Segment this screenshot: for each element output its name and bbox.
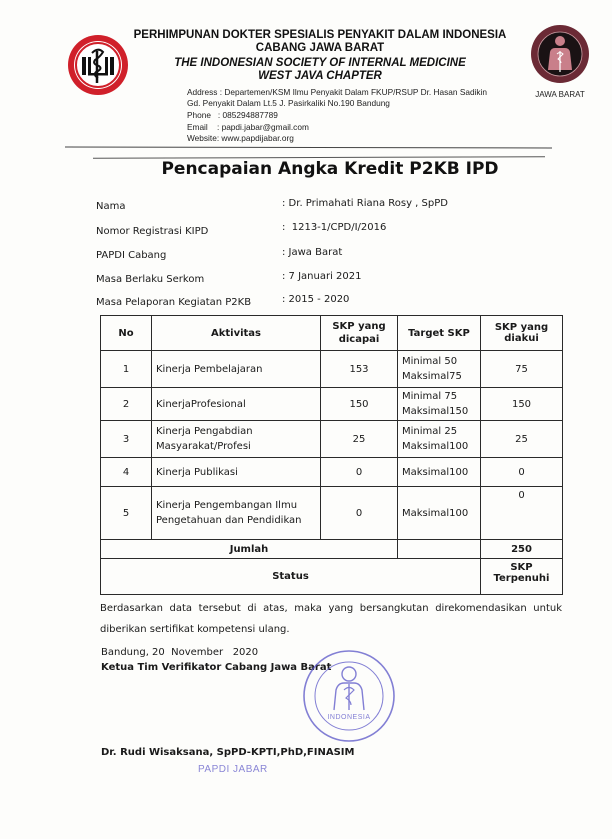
target-max: Maksimal75 [402,371,462,382]
cell-recognized: 0 [481,487,563,540]
field-label-reporting-period: Masa Pelaporan Kegiatan P2KB [96,297,252,308]
cell-achieved: 25 [321,421,398,458]
target-max: Maksimal100 [402,441,469,452]
cell-recognized: 0 [481,458,563,487]
cell-achieved: 0 [321,458,398,487]
stamp-subtext: PAPDI JABAR [198,764,268,775]
target-min: Minimal 25 [402,426,458,437]
official-stamp-icon [290,648,408,744]
address-line-1: Address : Departemen/KSM Ilmu Penyakit Dalam FKUP/RSUP Dr. Hasan Sadikin [187,87,488,97]
table-row [101,487,563,540]
cell-achieved: 0 [321,487,398,540]
field-value-serkom-validity: : 7 Januari 2021 [282,271,362,282]
header-no: No [101,316,152,351]
header-recognized: SKP yang diakui [481,316,563,351]
address-line-2: Gd. Penyakit Dalam Lt.5 J. Pasirkaliki No.190 Bandung [187,98,390,108]
website-text: Website: www.papdijabar.org [187,133,294,143]
header-divider [65,146,552,148]
target-min: Minimal 50 [402,356,458,367]
target-min: Minimal 75 [402,391,458,402]
field-label-branch: PAPDI Cabang [96,250,167,261]
field-label-serkom-validity: Masa Berlaku Serkom [96,274,205,285]
table-header-row [101,316,563,351]
status-label: Status [101,559,481,595]
recommendation-text: Berdasarkan data tersebut di atas, maka yang bersangkutan direkomendasikan untuk diberikan sertifikat kompetensi ulang. [100,603,562,635]
header-target: Target SKP [398,316,481,351]
cell-activity: Kinerja Pengabdian Masyarakat/Profesi [152,421,321,458]
cell-achieved: 150 [321,388,398,421]
target-max: Maksimal100 [402,507,469,519]
table-row [101,421,563,458]
cell-target [398,487,481,540]
total-target-empty [398,540,481,559]
branch-name-en: WEST JAVA CHAPTER [258,70,382,82]
cell-recognized: 75 [481,351,563,388]
cell-activity: Kinerja Pembelajaran [152,351,321,388]
skp-table [100,315,563,595]
branch-name-id: CABANG JAWA BARAT [255,42,385,54]
field-value-name: : Dr. Primahati Riana Rosy , SpPD [282,198,448,209]
seal-caption: JAWA BARAT [535,90,585,99]
signer-name: Dr. Rudi Wisaksana, SpPD-KPTI,PhD,FINASIM [101,747,355,758]
target-max: Maksimal150 [402,406,469,417]
org-name-id: PERHIMPUNAN DOKTER SPESIALIS PENYAKIT DALAM INDONESIA [133,29,507,41]
email-text: Email : papdi.jabar@gmail.com [187,122,309,132]
phone-text: Phone : 085294887789 [187,110,278,120]
org-name-en: THE INDONESIAN SOCIETY OF INTERNAL MEDICINE [174,57,466,69]
cell-activity: Kinerja Pengembangan Ilmu Pengetahuan dan Pendidikan [152,487,321,540]
target-max: Maksimal100 [402,466,469,478]
total-row [101,540,563,559]
table-row [101,458,563,487]
cell-activity: Kinerja Publikasi [152,458,321,487]
field-value-branch: : Jawa Barat [282,247,343,258]
table-row [101,351,563,388]
field-label-name: Nama [96,201,126,212]
cell-recognized: 150 [481,388,563,421]
papdi-seal-icon [530,24,590,84]
document-title: Pencapaian Angka Kredit P2KB IPD [161,159,499,179]
total-value: 250 [481,540,563,559]
signer-role: Ketua Tim Verifikator Cabang Jawa Barat [101,662,332,673]
place-date: Bandung, 20 November 2020 [101,647,259,658]
cell-activity: KinerjaProfesional [152,388,321,421]
cell-target [398,388,481,421]
header-activity: Aktivitas [152,316,321,351]
cell-target [398,421,481,458]
table-row [101,388,563,421]
cell-no: 5 [101,487,152,540]
cell-no: 3 [101,421,152,458]
header-achieved: SKP yang dicapai [321,316,398,351]
cell-target [398,458,481,487]
status-row [101,559,563,595]
total-label: Jumlah [101,540,398,559]
cell-no: 1 [101,351,152,388]
field-value-reporting-period: : 2015 - 2020 [282,294,350,305]
cell-no: 2 [101,388,152,421]
cell-achieved: 153 [321,351,398,388]
cell-no: 4 [101,458,152,487]
field-value-registration: : 1213-1/CPD/I/2016 [282,222,387,233]
stamp-text-bottom: INDONESIA [327,714,371,721]
status-value: SKP Terpenuhi [481,559,563,595]
cell-recognized: 25 [481,421,563,458]
field-label-registration: Nomor Registrasi KIPD [96,226,209,237]
ipdi-logo-icon [66,33,130,97]
cell-target [398,351,481,388]
